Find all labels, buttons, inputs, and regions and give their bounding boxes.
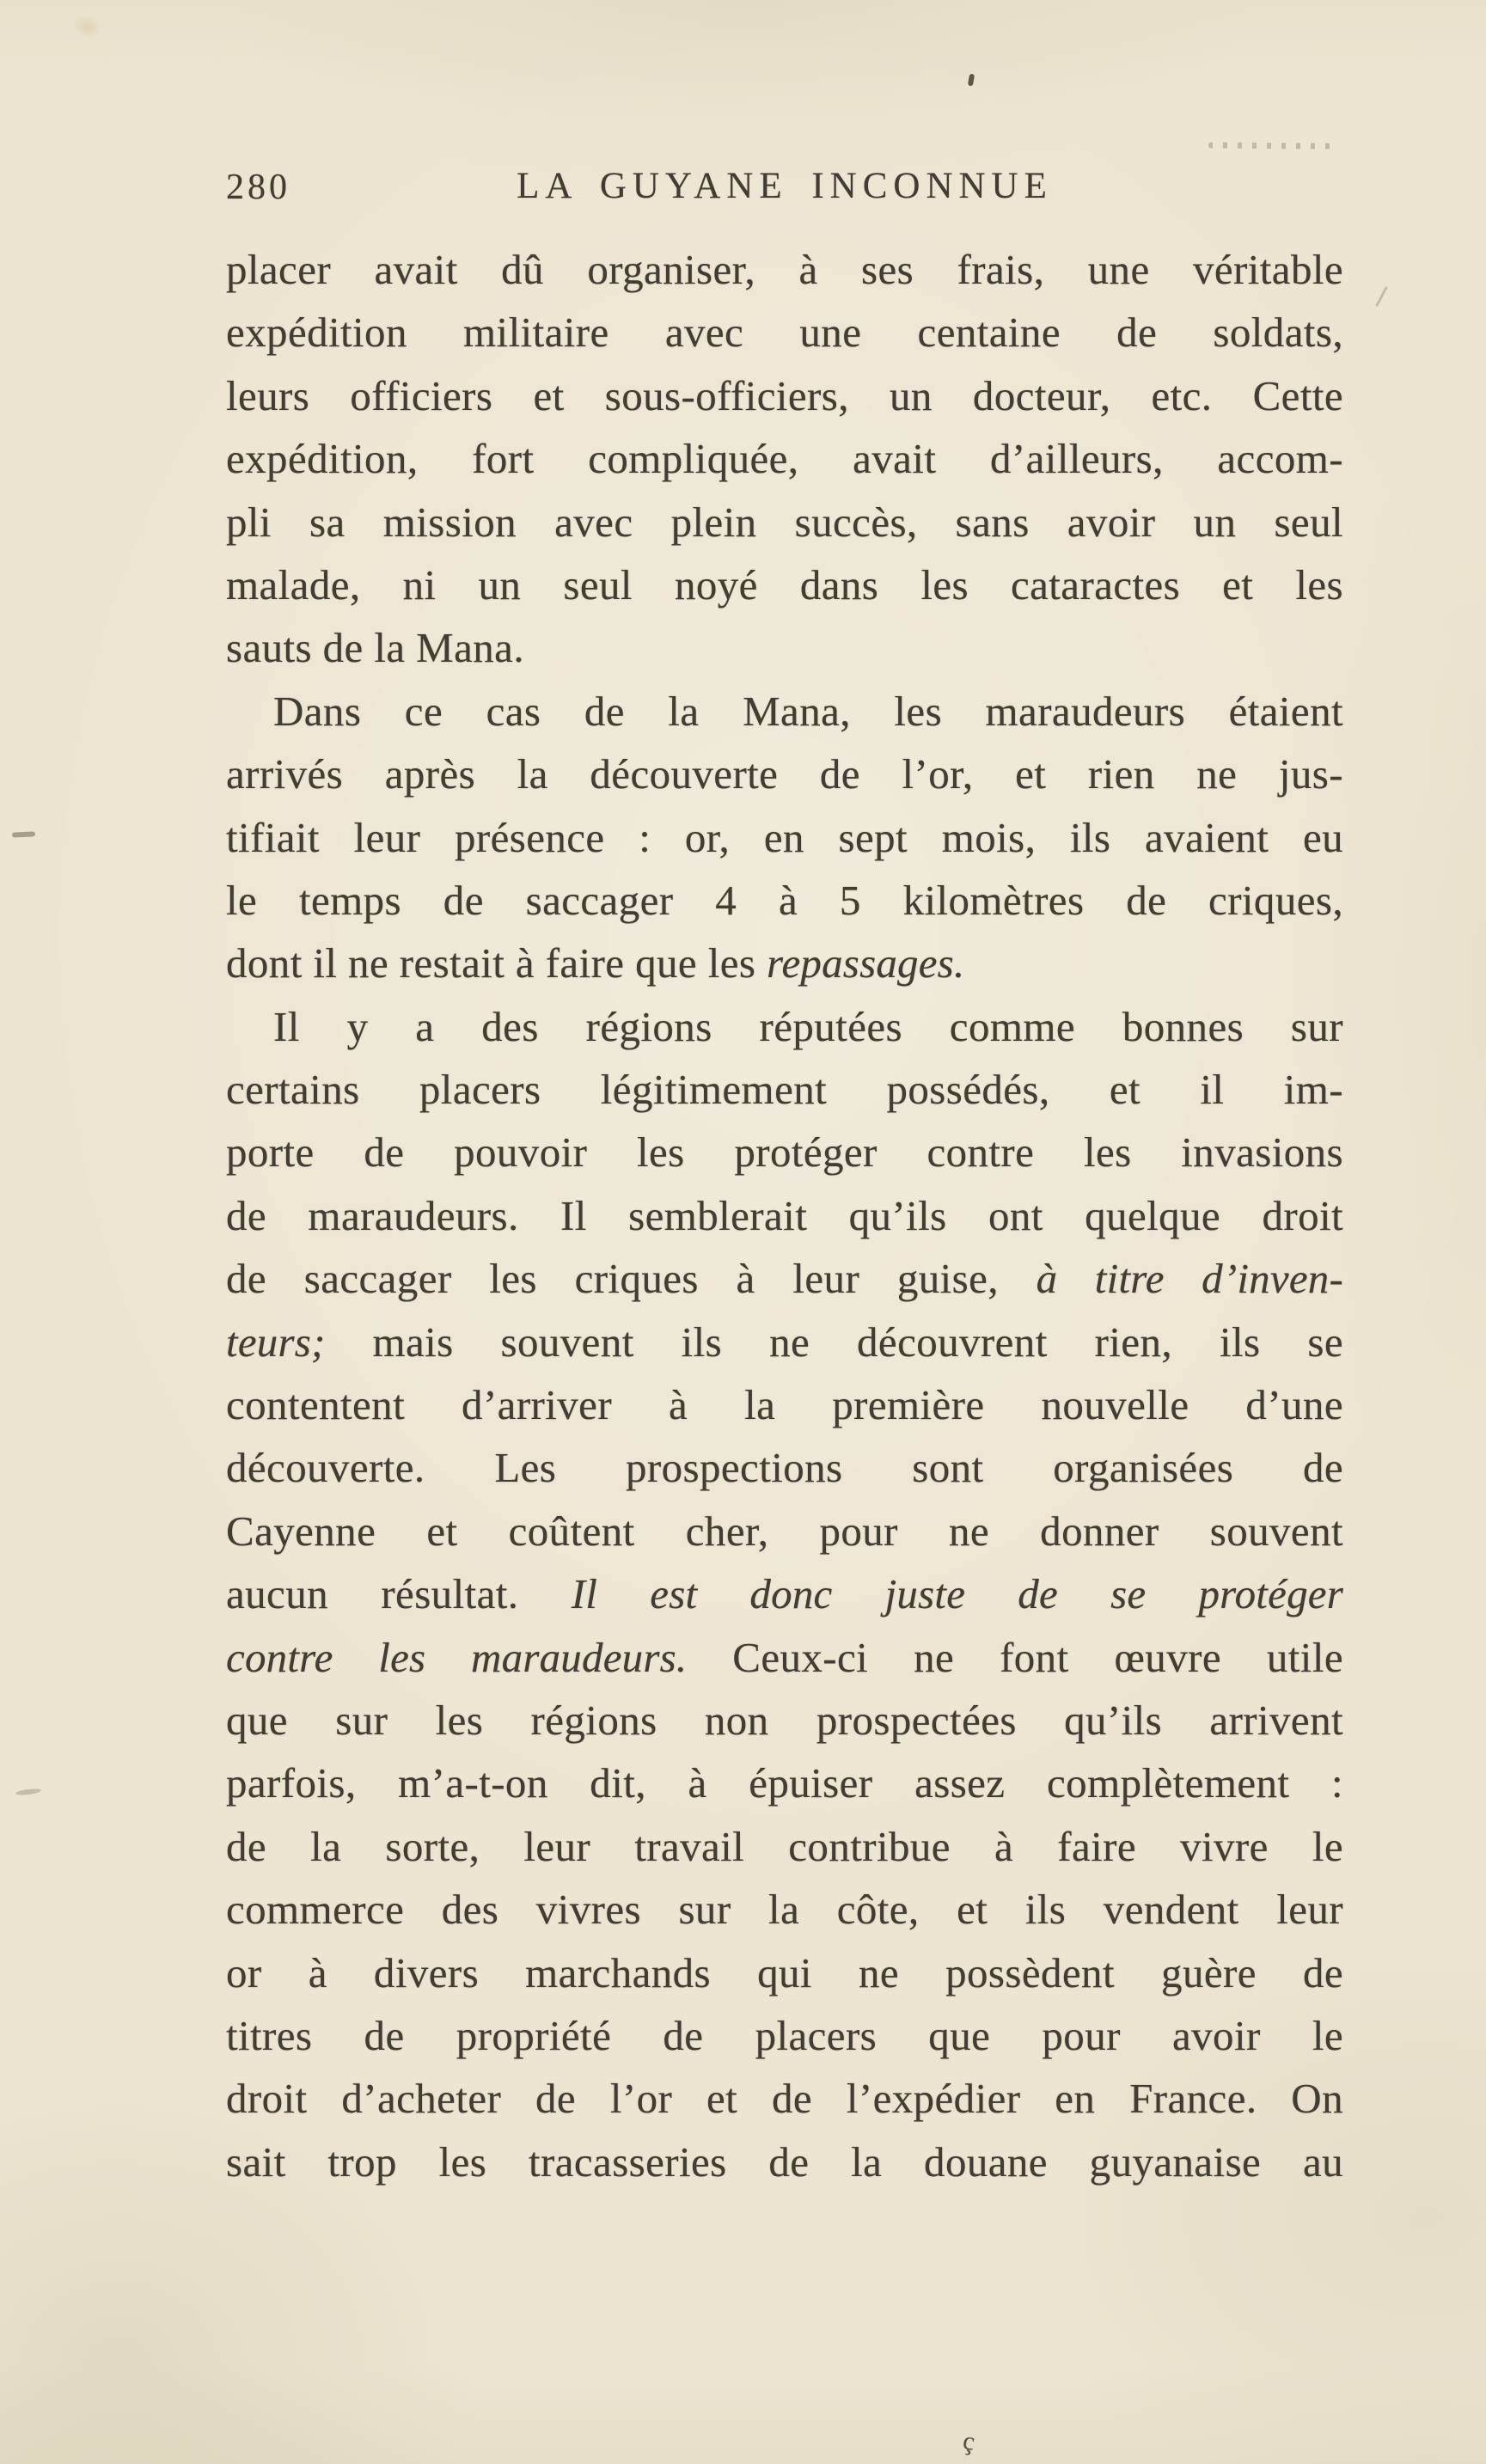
text-segment: de maraudeurs. Il semblerait qu’ils ont quelque droit (226, 1191, 1343, 1239)
stray-glyph-mark: ç (961, 2426, 977, 2456)
text-segment: de saccager les criques à leur guise, (226, 1255, 1037, 1303)
text-segment: droit d’acheter de l’or et de l’expédier en France. On (226, 2075, 1343, 2123)
text-line (226, 301, 1343, 364)
text-segment: arrivés après la découverte de l’or, et rien ne jus- (226, 750, 1343, 798)
text-line (226, 491, 1343, 553)
text-line (226, 1500, 1343, 1562)
text-segment: Dans ce cas de la Mana, les maraudeurs étaient (273, 687, 1343, 735)
text-segment: parfois, m’a-t-on dit, à épuiser assez complètement : (226, 1759, 1343, 1807)
text-line (226, 1121, 1343, 1183)
text-line (226, 1058, 1343, 1121)
text-line (226, 238, 1343, 301)
paper-stain (70, 11, 105, 42)
text-segment: certains placers légitimement possédés, et il im- (226, 1066, 1343, 1114)
text-segment: mais souvent ils ne découvrent rien, ils se (325, 1318, 1343, 1366)
text-segment: commerce des vivres sur la côte, et ils vendent leur (226, 1886, 1343, 1934)
italic-text: à titre d’inven- (1036, 1255, 1343, 1303)
margin-dash-mark (12, 831, 35, 837)
text-line (226, 1184, 1343, 1247)
text-segment: aucun résultat. (226, 1570, 572, 1618)
bleed-through-dots (1208, 143, 1330, 150)
text-segment: sait trop les tracasseries de la douane guyanaise au (226, 2137, 1343, 2186)
text-line (226, 1878, 1343, 1941)
text-line (226, 2004, 1343, 2067)
text-line (226, 1562, 1343, 1625)
text-line (226, 995, 1343, 1058)
italic-text: repassages. (767, 939, 965, 987)
italic-text: Il est donc juste de se protéger (571, 1570, 1343, 1618)
text-segment: or à divers marchands qui ne possèdent guère de (226, 1948, 1343, 1996)
italic-text: teurs; (226, 1318, 326, 1366)
text-segment: le temps de saccager 4 à 5 kilomètres de criques, (226, 876, 1343, 924)
text-segment: que sur les régions non prospectées qu’ils arrivent (226, 1696, 1343, 1744)
text-line (226, 2131, 1343, 2193)
text-segment: Cayenne et coûtent cher, pour ne donner souvent (226, 1507, 1343, 1555)
text-line (226, 869, 1343, 932)
page-number: 280 (226, 168, 290, 207)
text-segment: expédition militaire avec une centaine de soldats, (226, 309, 1343, 357)
text-line (226, 2067, 1343, 2130)
text-line (226, 616, 1343, 679)
text-line (226, 680, 1343, 743)
text-segment: contentent d’arriver à la première nouvelle d’une (226, 1381, 1343, 1429)
text-line (226, 1752, 1343, 1814)
text-line (226, 1436, 1343, 1499)
text-line (226, 743, 1343, 805)
italic-text: contre les maraudeurs. (226, 1633, 688, 1681)
text-segment: titres de propriété de placers que pour avoir le (226, 2011, 1343, 2059)
text-segment: sauts de la Mana. (226, 624, 524, 672)
text-segment: tifiait leur présence : or, en sept mois, ils avaient eu (226, 813, 1343, 861)
text-segment: de la sorte, leur travail contribue à faire vivre le (226, 1822, 1343, 1870)
text-segment: porte de pouvoir les protéger contre les invasions (226, 1128, 1343, 1177)
text-line (226, 1689, 1343, 1752)
margin-scratch (1375, 286, 1388, 307)
text-line (226, 1815, 1343, 1878)
text-segment: Il y a des régions réputées comme bonnes sur (273, 1002, 1343, 1050)
text-segment: pli sa mission avec plein succès, sans avoir un seul (226, 498, 1343, 546)
margin-faint-mark (15, 1788, 41, 1795)
text-line (226, 806, 1343, 869)
running-head (226, 165, 1343, 210)
text-line (226, 1247, 1343, 1310)
text-line (226, 1311, 1343, 1373)
running-title: LA GUYANE INCONNUE (517, 166, 1053, 206)
page-body (226, 238, 1343, 2193)
text-line (226, 553, 1343, 616)
text-line (226, 1941, 1343, 2004)
text-line (226, 427, 1343, 490)
text-segment: leurs officiers et sous-officiers, un docteur, etc. Cette (226, 371, 1343, 419)
text-line (226, 364, 1343, 427)
text-line (226, 1373, 1343, 1436)
text-segment: expédition, fort compliquée, avait d’ailleurs, accom- (226, 435, 1343, 483)
text-line (226, 932, 1343, 994)
text-line (226, 1626, 1343, 1689)
text-segment: dont il ne restait à faire que les (226, 939, 767, 987)
ink-speck (968, 74, 975, 87)
text-segment: Ceux-ci ne font œuvre utile (687, 1633, 1343, 1681)
text-segment: découverte. Les prospections sont organisées de (226, 1444, 1343, 1492)
text-segment: malade, ni un seul noyé dans les cataractes et les (226, 560, 1343, 608)
text-segment: placer avait dû organiser, à ses frais, une véritable (226, 246, 1343, 293)
